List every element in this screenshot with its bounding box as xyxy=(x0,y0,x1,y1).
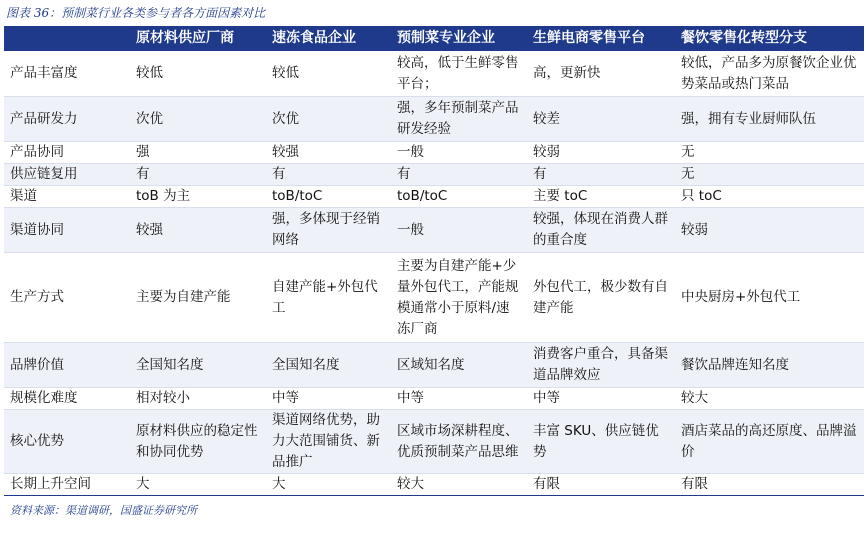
table-cell: 次优 xyxy=(266,97,391,142)
table-cell: 无 xyxy=(675,164,864,186)
table-cell: 较低 xyxy=(266,51,391,97)
row-label-cell: 规模化难度 xyxy=(4,388,130,410)
table-cell: 主要 toC xyxy=(527,186,675,208)
table-cell: 较弱 xyxy=(527,142,675,164)
table-cell: 大 xyxy=(130,474,266,496)
table-row xyxy=(4,164,864,186)
header-cell: 速冻食品企业 xyxy=(266,26,391,51)
table-cell: 强，拥有专业厨师队伍 xyxy=(675,97,864,142)
table-cell: 主要为自建产能 xyxy=(130,253,266,343)
table-cell: 有 xyxy=(130,164,266,186)
table-cell: 区域知名度 xyxy=(391,343,527,388)
table-cell: 较强 xyxy=(130,208,266,253)
table-cell: 次优 xyxy=(130,97,266,142)
table-row xyxy=(4,253,864,343)
table-cell: 全国知名度 xyxy=(130,343,266,388)
table-cell: 主要为自建产能+少量外包代工，产能规模通常小于原料/速冻厂商 xyxy=(391,253,527,343)
table-row xyxy=(4,51,864,97)
table-cell: 强，多体现于经销网络 xyxy=(266,208,391,253)
table-cell: 较强，体现在消费人群的重合度 xyxy=(527,208,675,253)
table-cell: 原材料供应的稳定性和协同优势 xyxy=(130,410,266,474)
table-row xyxy=(4,388,864,410)
table-row xyxy=(4,474,864,496)
row-label-cell: 渠道协同 xyxy=(4,208,130,253)
table-cell: toB/toC xyxy=(266,186,391,208)
table-row xyxy=(4,142,864,164)
table-cell: 强，多年预制菜产品研发经验 xyxy=(391,97,527,142)
header-cell: 餐饮零售化转型分支 xyxy=(675,26,864,51)
row-label-cell: 产品研发力 xyxy=(4,97,130,142)
table-cell: 一般 xyxy=(391,208,527,253)
comparison-table xyxy=(4,26,864,496)
header-cell xyxy=(4,26,130,51)
table-row xyxy=(4,97,864,142)
table-cell: 自建产能+外包代工 xyxy=(266,253,391,343)
table-cell: 较低，产品多为原餐饮企业优势菜品或热门菜品 xyxy=(675,51,864,97)
table-cell: 无 xyxy=(675,142,864,164)
table-cell: 有限 xyxy=(675,474,864,496)
header-cell: 原材料供应厂商 xyxy=(130,26,266,51)
table-cell: 有限 xyxy=(527,474,675,496)
header-cell: 生鲜电商零售平台 xyxy=(527,26,675,51)
header-cell: 预制菜专业企业 xyxy=(391,26,527,51)
table-cell: 外包代工，极少数有自建产能 xyxy=(527,253,675,343)
table-cell: 渠道网络优势，助力大范围铺货、新品推广 xyxy=(266,410,391,474)
table-cell: 较差 xyxy=(527,97,675,142)
row-label-cell: 渠道 xyxy=(4,186,130,208)
table-row xyxy=(4,410,864,474)
table-cell: toB/toC xyxy=(391,186,527,208)
table-cell: 高，更新快 xyxy=(527,51,675,97)
table-cell: 有 xyxy=(391,164,527,186)
figure-title: 图表 36：预制菜行业各类参与者各方面因素对比 xyxy=(6,6,266,20)
table-cell: 中央厨房+外包代工 xyxy=(675,253,864,343)
table-cell: 较大 xyxy=(391,474,527,496)
row-label-cell: 生产方式 xyxy=(4,253,130,343)
table-cell: 区域市场深耕程度、优质预制菜产品思维 xyxy=(391,410,527,474)
table-cell: 中等 xyxy=(266,388,391,410)
table-cell: 较大 xyxy=(675,388,864,410)
row-label-cell: 品牌价值 xyxy=(4,343,130,388)
table-row xyxy=(4,186,864,208)
table-cell: 相对较小 xyxy=(130,388,266,410)
table-cell: 强 xyxy=(130,142,266,164)
table-cell: 较高，低于生鲜零售平台； xyxy=(391,51,527,97)
table-cell: 大 xyxy=(266,474,391,496)
source-note: 资料来源：渠道调研，国盛证券研究所 xyxy=(10,504,197,517)
table-cell: 较弱 xyxy=(675,208,864,253)
header-row xyxy=(4,26,864,51)
table-cell: 较强 xyxy=(266,142,391,164)
table-cell: 中等 xyxy=(391,388,527,410)
table-row xyxy=(4,208,864,253)
table-cell: 酒店菜品的高还原度、品牌溢价 xyxy=(675,410,864,474)
table-cell: 餐饮品牌连知名度 xyxy=(675,343,864,388)
table-cell: 只 toC xyxy=(675,186,864,208)
table-cell: 一般 xyxy=(391,142,527,164)
row-label-cell: 长期上升空间 xyxy=(4,474,130,496)
table-cell: 消费客户重合，具备渠道品牌效应 xyxy=(527,343,675,388)
table-row xyxy=(4,343,864,388)
row-label-cell: 核心优势 xyxy=(4,410,130,474)
table-cell: 有 xyxy=(266,164,391,186)
row-label-cell: 产品丰富度 xyxy=(4,51,130,97)
table-cell: 有 xyxy=(527,164,675,186)
table-cell: 全国知名度 xyxy=(266,343,391,388)
table-cell: toB 为主 xyxy=(130,186,266,208)
row-label-cell: 供应链复用 xyxy=(4,164,130,186)
table-cell: 较低 xyxy=(130,51,266,97)
table-cell: 中等 xyxy=(527,388,675,410)
table-cell: 丰富 SKU、供应链优势 xyxy=(527,410,675,474)
row-label-cell: 产品协同 xyxy=(4,142,130,164)
